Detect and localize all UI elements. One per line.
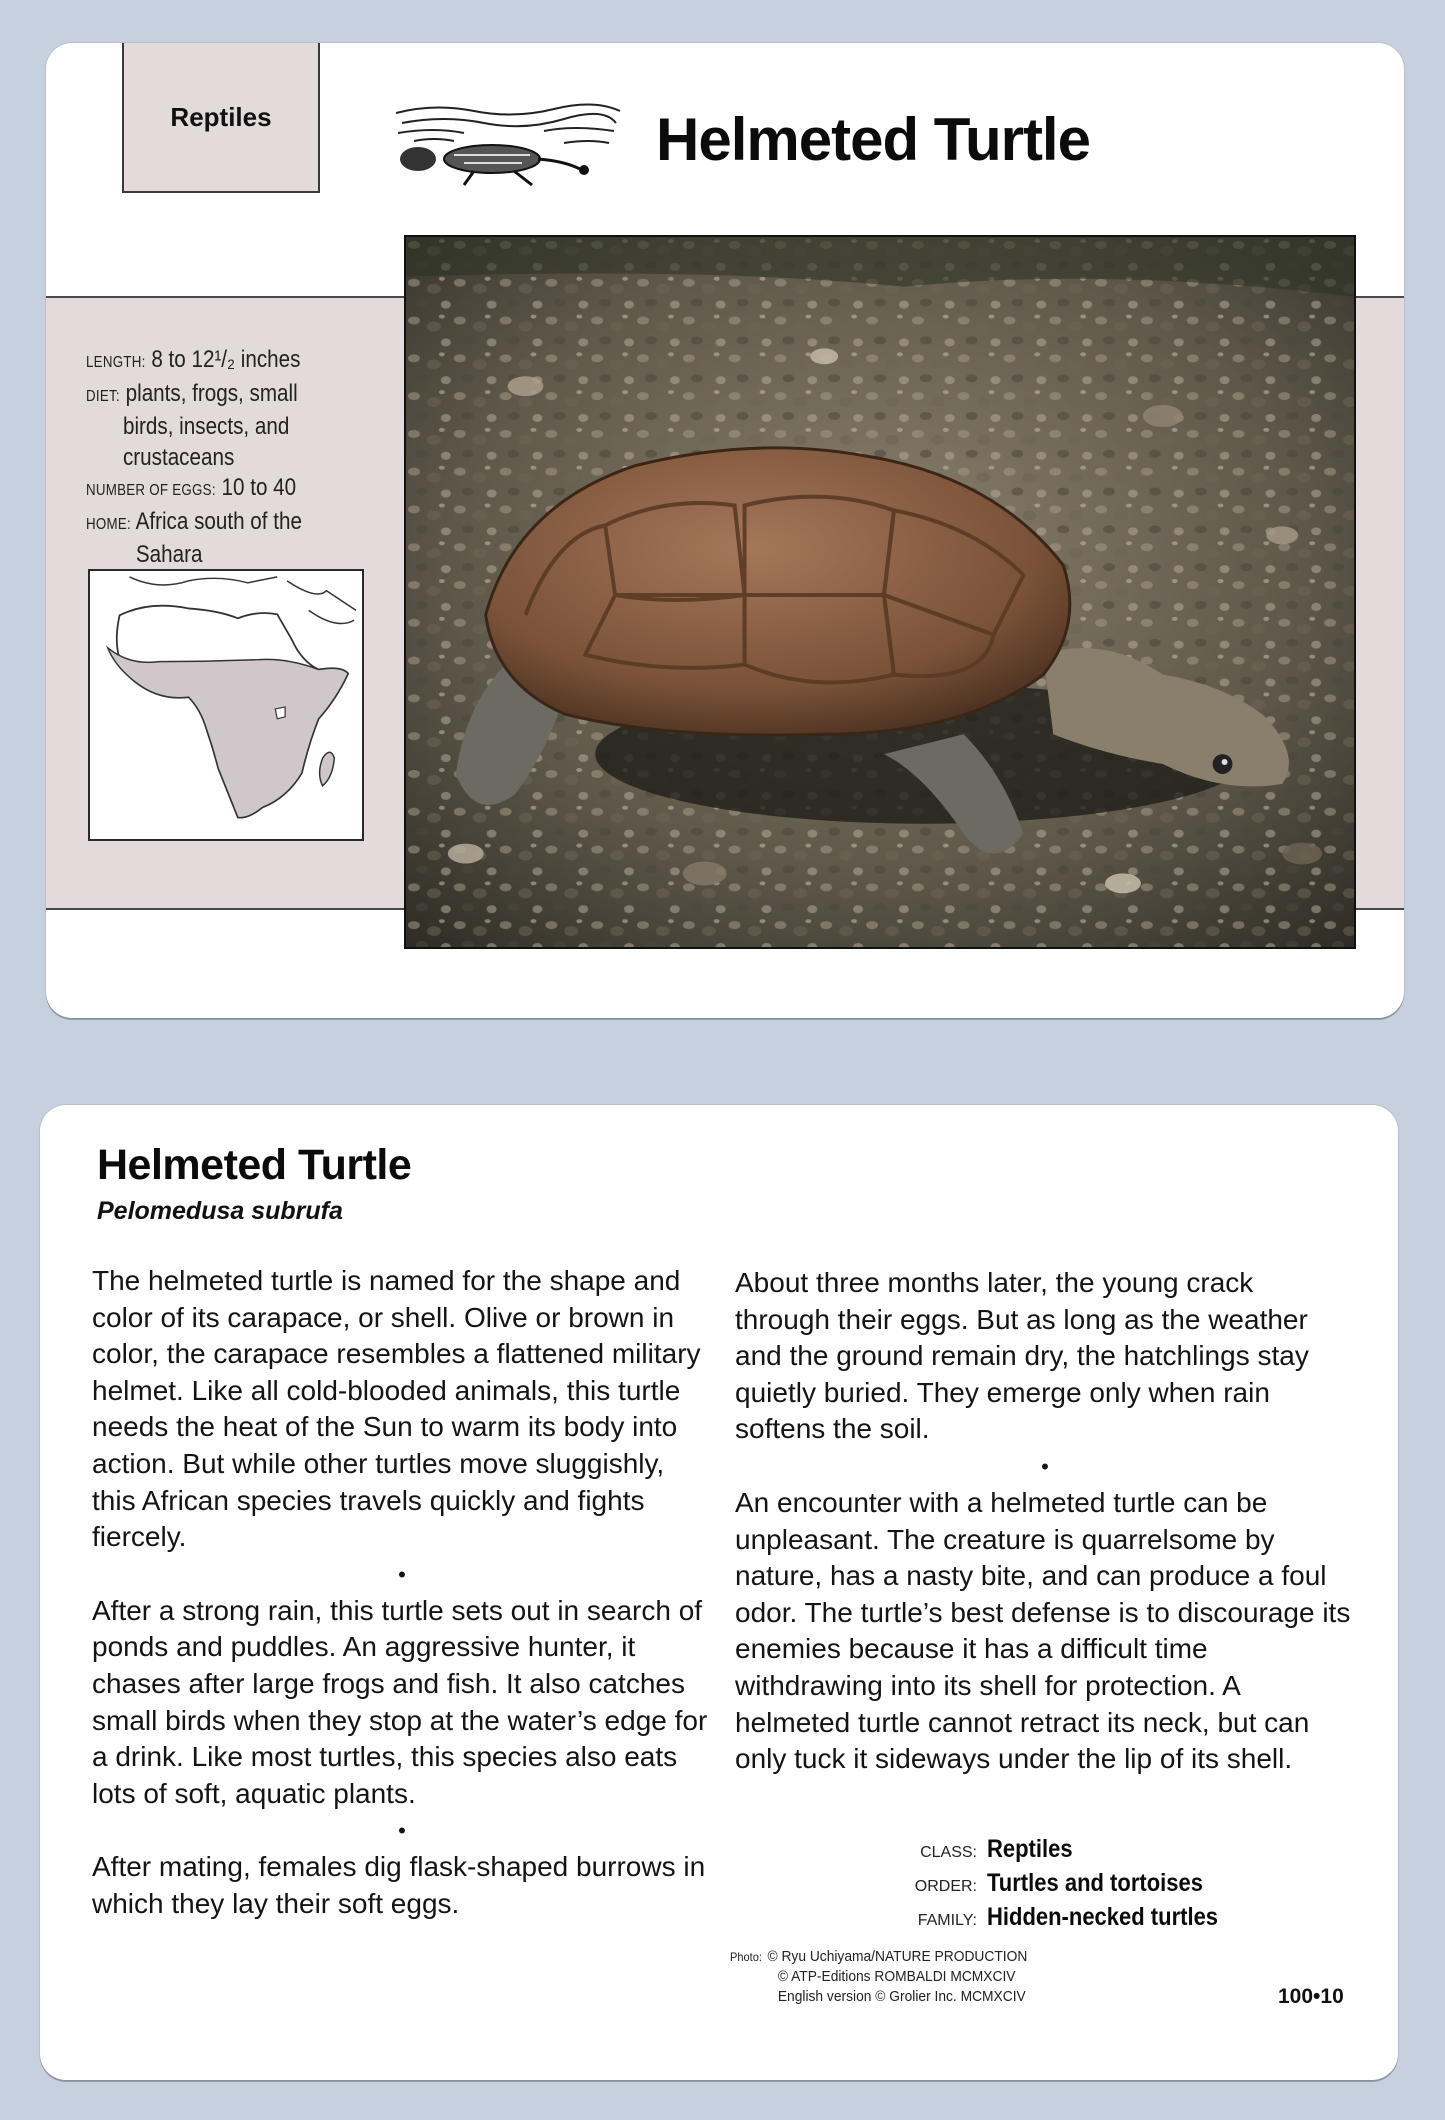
scientific-name: Pelomedusa subrufa — [97, 1197, 343, 1225]
separator-dot: • — [398, 1818, 406, 1844]
text-column-left — [92, 1263, 712, 1923]
facts-panel — [86, 345, 344, 571]
back-card — [40, 1105, 1398, 2080]
text-column-right — [735, 1265, 1355, 1778]
front-card — [46, 43, 1404, 1018]
diet-line: birds, insects, and — [122, 413, 290, 440]
home-line: Sahara — [135, 541, 203, 568]
separator-dot: • — [398, 1561, 406, 1587]
separator-dot: • — [1041, 1453, 1049, 1479]
card-number: 100•10 — [1278, 1985, 1344, 2008]
class-row: CLASS: Reptiles — [920, 1835, 1073, 1863]
card-title: Helmeted Turtle — [656, 106, 1090, 173]
classification-block — [910, 1834, 1250, 1936]
paragraph: About three months later, the young crack through their eggs. But as long as the weather and the ground remain dry, the hatchlings stay quietly buried. They emerge only when rain softens the soil. — [735, 1267, 1309, 1445]
diet-fact: DIET: plants, frogs, small — [86, 379, 298, 407]
family-row: FAMILY: Hidden-necked turtles — [917, 1903, 1219, 1931]
length-fact: LENGTH: 8 to 12¹/₂ inches — [86, 346, 301, 373]
back-title: Helmeted Turtle — [97, 1141, 412, 1189]
africa-range-map — [88, 569, 364, 841]
home-fact: HOME: Africa south of the — [86, 507, 302, 535]
paragraph: After mating, females dig flask-shaped burrows in which they lay their soft eggs. — [92, 1851, 706, 1919]
eggs-fact: NUMBER OF EGGS: 10 to 40 — [86, 474, 297, 501]
helmeted-turtle-photo — [404, 235, 1356, 949]
turtle-swimming-icon — [394, 99, 622, 195]
paragraph: After a strong rain, this turtle sets out in search of ponds and puddles. An aggressive hunter, it chases after large frogs and fish. It also catches small birds when they stop at the water’s edge for a drink. Like most turtles, this species also eats lots of soft, aquatic plants. — [92, 1594, 708, 1809]
order-row: ORDER: Turtles and tortoises — [914, 1869, 1203, 1897]
photo-credits: Photo: © Ryu Uchiyama/NATURE PRODUCTION © ATP-Editions ROMBALDI MCMXCIV English version © Grolier Inc. MCMXCIV — [730, 1948, 1028, 2005]
category-label: Reptiles — [122, 43, 320, 193]
paragraph: An encounter with a helmeted turtle can be unpleasant. The creature is quarrelsome by nature, has a nasty bite, and can produce a foul odor. The turtle’s best defense is to discourage its enemies because it has a difficult time withdrawing into its shell for protection. A helmeted turtle cannot retract its neck, but can only tuck it sideways under the lip of its shell. — [735, 1486, 1351, 1775]
diet-line: crustaceans — [122, 443, 235, 471]
paragraph: The helmeted turtle is named for the shape and color of its carapace, or shell. Olive or brown in color, the carapace resembles a flattened military helmet. Like all cold-blooded animals, this turtle needs the heat of the Sun to warm its body into action. But while other turtles move sluggishly, this African species travels quickly and fights fiercely. — [92, 1265, 701, 1553]
